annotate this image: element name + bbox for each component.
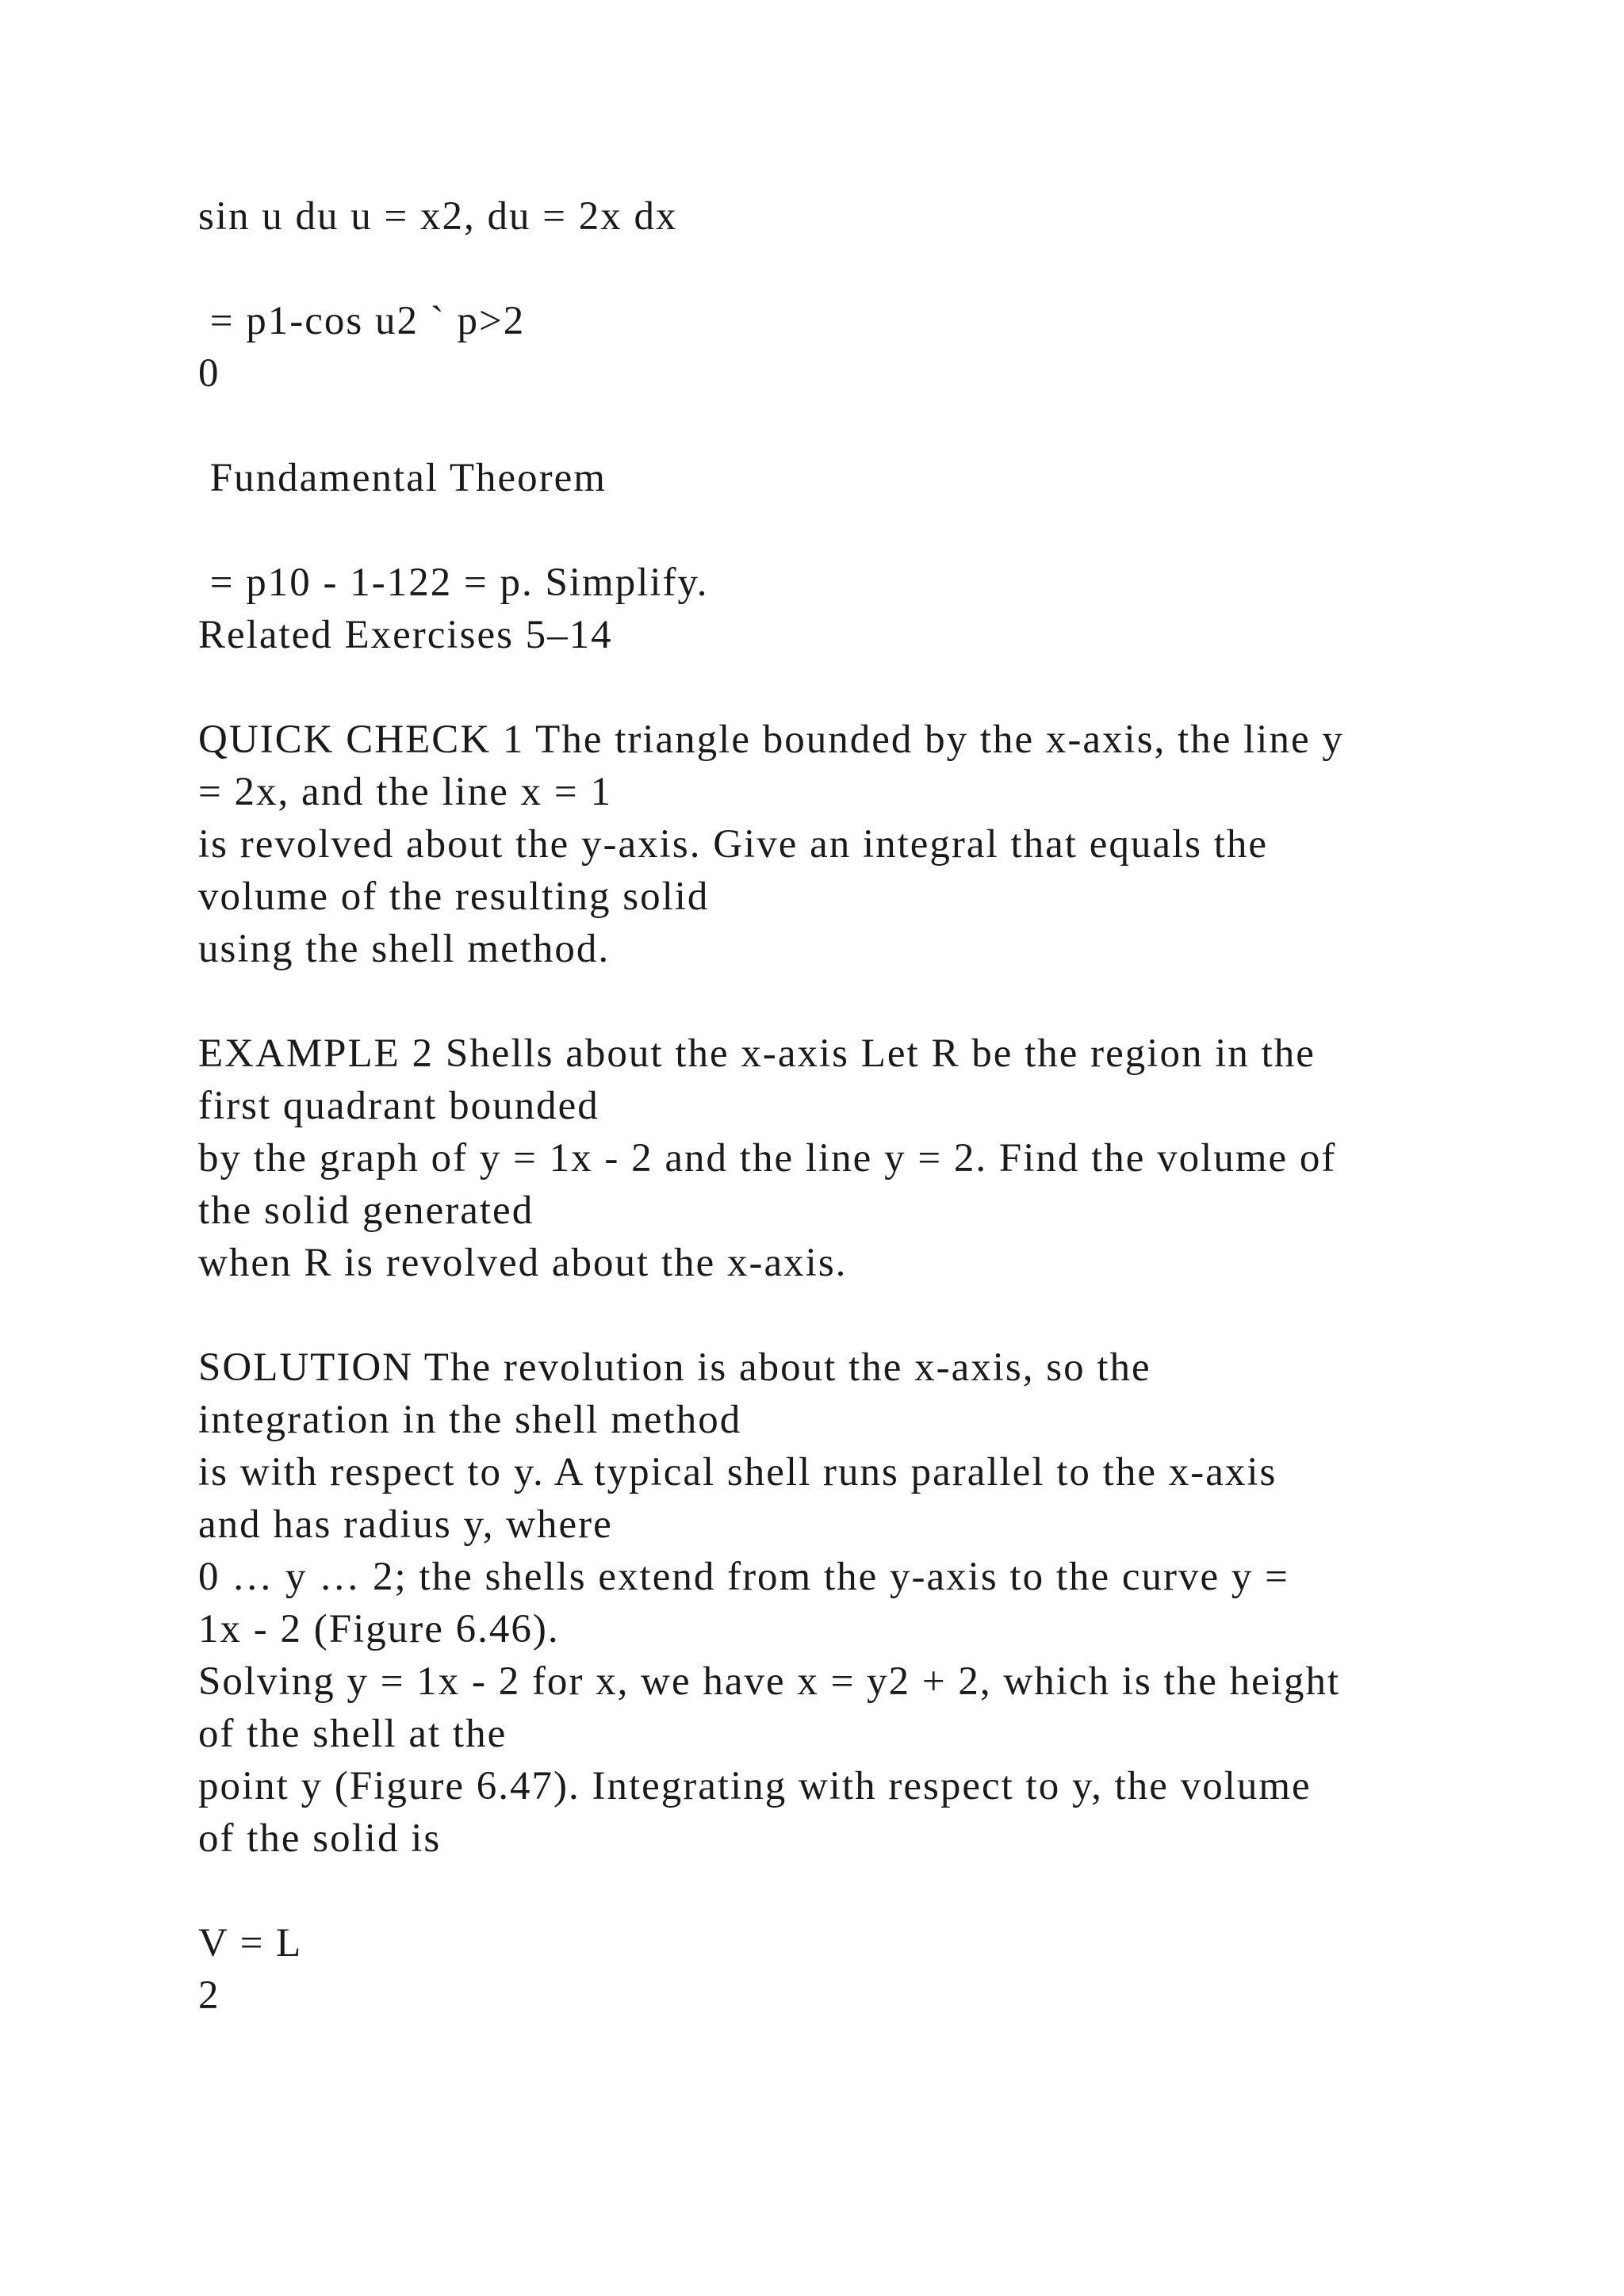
text-line: the solid generated <box>198 1188 534 1233</box>
text-line: of the solid is <box>198 1816 442 1861</box>
text-line: SOLUTION The revolution is about the x-axis, so the <box>198 1345 1151 1390</box>
text-line: when R is revolved about the x-axis. <box>198 1241 848 1285</box>
text-line: QUICK CHECK 1 The triangle bounded by the x-axis, the line y <box>198 718 1344 762</box>
text-line: 2 <box>198 1973 220 2018</box>
text-line: = p1-cos u2 ` p>2 <box>198 299 526 343</box>
text-line: is with respect to y. A typical shell runs parallel to the x-axis <box>198 1450 1277 1494</box>
blank-line <box>198 400 1483 452</box>
text-line: volume of the resulting solid <box>198 874 710 919</box>
text-line: first quadrant bounded <box>198 1084 599 1128</box>
text-line: 0 <box>198 351 220 396</box>
text-line: EXAMPLE 2 Shells about the x-axis Let R be the region in the <box>198 1031 1316 1076</box>
text-line: and has radius y, where <box>198 1502 613 1547</box>
text-line: sin u du u = x2, du = 2x dx <box>198 194 678 239</box>
blank-line <box>198 975 1483 1027</box>
blank-line <box>198 1865 1483 1917</box>
text-line: integration in the shell method <box>198 1398 742 1442</box>
blank-line <box>198 661 1483 714</box>
text-line: Related Exercises 5–14 <box>198 613 613 657</box>
text-line: of the shell at the <box>198 1712 508 1756</box>
text-line: is revolved about the y-axis. Give an integral that equals the <box>198 822 1269 867</box>
blank-line <box>198 504 1483 557</box>
text-line: by the graph of y = 1x - 2 and the line y = 2. Find the volume of <box>198 1136 1337 1181</box>
text-line: V = L <box>198 1921 303 1965</box>
text-line: Fundamental Theorem <box>198 456 607 500</box>
text-line: = 2x, and the line x = 1 <box>198 770 612 814</box>
text-line: using the shell method. <box>198 927 611 971</box>
text-line: = p10 - 1-122 = p. Simplify. <box>198 561 709 605</box>
blank-line <box>198 1289 1483 1341</box>
text-line: point y (Figure 6.47). Integrating with respect to y, the volume <box>198 1764 1312 1808</box>
text-line: Solving y = 1x - 2 for x, we have x = y2 + 2, which is the height <box>198 1659 1341 1704</box>
blank-line <box>198 243 1483 295</box>
text-line: 1x - 2 (Figure 6.46). <box>198 1607 560 1651</box>
text-line: 0 … y … 2; the shells extend from the y-axis to the curve y = <box>198 1555 1289 1599</box>
document-text <box>198 190 1483 2022</box>
